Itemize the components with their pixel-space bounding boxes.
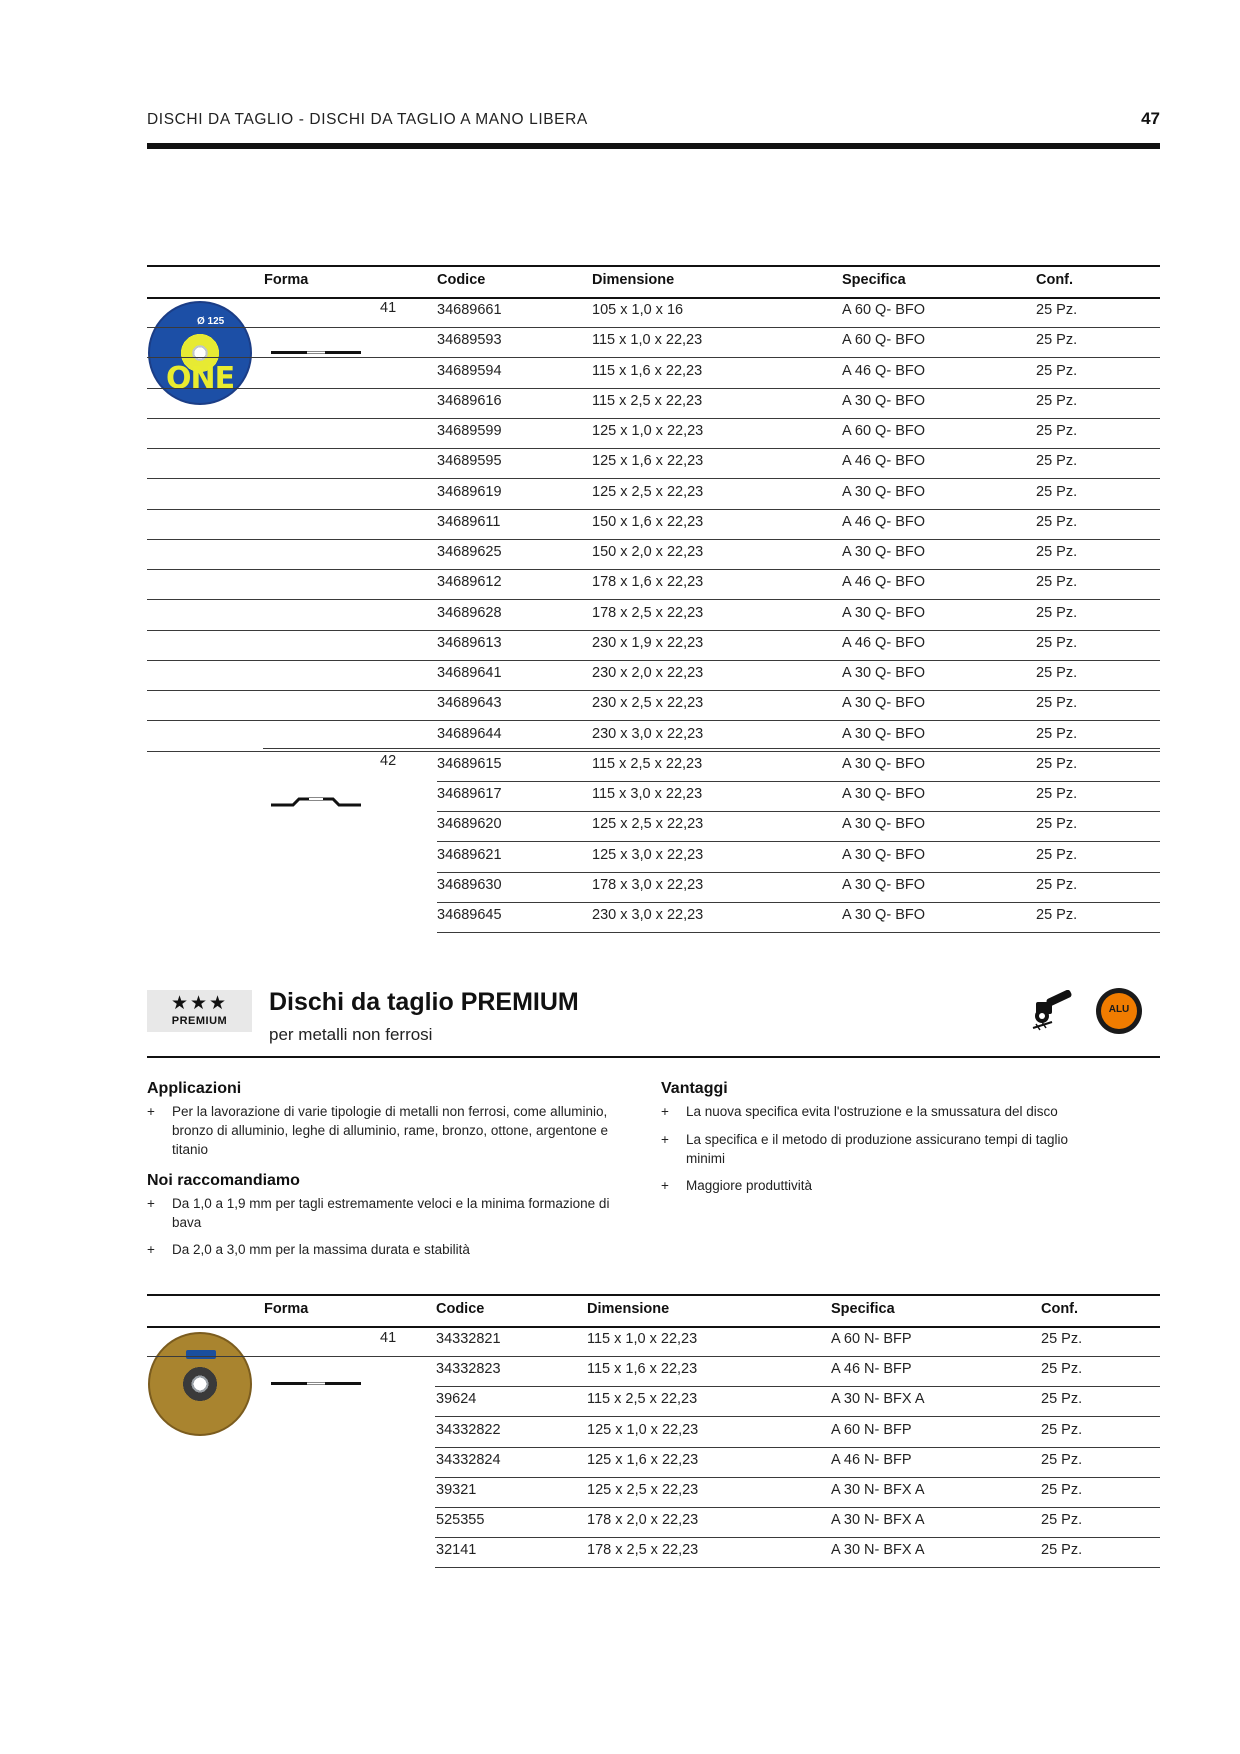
table-row xyxy=(147,600,1160,631)
cell-dimensione: 115 x 2,5 x 22,23 xyxy=(592,392,703,409)
cell-specifica: A 30 Q- BFO xyxy=(842,695,925,712)
cell-codice: 32141 xyxy=(436,1542,477,1559)
premium-badge xyxy=(147,990,252,1032)
cell-specifica: A 30 Q- BFO xyxy=(842,392,925,409)
cell-specifica: A 30 Q- BFO xyxy=(842,665,925,681)
bullet-plus: + xyxy=(661,1178,669,1193)
table-row xyxy=(147,690,1160,721)
cell-dimensione: 125 x 2,5 x 22,23 xyxy=(592,483,704,500)
cell-conf: 25 Pz. xyxy=(1036,574,1078,591)
bullet-plus: + xyxy=(661,1132,669,1147)
cell-specifica: A 60 N- BFP xyxy=(831,1421,912,1438)
cell-dimensione: 115 x 3,0 x 22,23 xyxy=(592,786,703,802)
table-row xyxy=(147,509,1160,540)
table-row xyxy=(435,1537,1160,1568)
cell-conf: 25 Pz. xyxy=(1041,1512,1083,1529)
cell-conf: 25 Pz. xyxy=(1036,544,1078,560)
table-row xyxy=(435,1447,1160,1478)
cell-codice: 34689616 xyxy=(437,392,502,409)
cell-codice: 34689645 xyxy=(437,907,502,923)
cell-specifica: A 46 Q- BFO xyxy=(842,574,925,591)
bullet-plus: + xyxy=(661,1104,669,1119)
product-table-one xyxy=(147,265,1160,929)
alu-material-icon xyxy=(1096,988,1142,1034)
table-row xyxy=(437,811,1160,842)
bullet-line: La specifica e il metodo di produzione assicurano tempi di taglio xyxy=(686,1132,1068,1147)
cell-specifica: A 30 N- BFX A xyxy=(831,1482,925,1498)
cell-codice: 34689625 xyxy=(437,544,502,560)
cell-codice: 34689644 xyxy=(437,725,502,742)
page-header-title: DISCHI DA TAGLIO - DISCHI DA TAGLIO A MANO LIBERA xyxy=(147,111,588,128)
cell-dimensione: 178 x 2,5 x 22,23 xyxy=(592,604,704,621)
col-specifica: Specifica xyxy=(831,1301,895,1317)
cell-dimensione: 125 x 1,6 x 22,23 xyxy=(587,1451,699,1468)
col-forma: Forma xyxy=(264,272,309,288)
cell-codice: 34689641 xyxy=(437,665,502,681)
cell-specifica: A 30 Q- BFO xyxy=(842,483,925,500)
noi-raccomandiamo-heading: Noi raccomandiamo xyxy=(147,1172,300,1189)
cell-dimensione: 230 x 3,0 x 22,23 xyxy=(592,725,704,742)
bullet-text xyxy=(686,1176,812,1195)
table-row xyxy=(437,751,1160,782)
flat-disc-profile-icon xyxy=(271,1380,361,1388)
cell-specifica: A 30 N- BFX A xyxy=(831,1542,925,1559)
section-title: Dischi da taglio PREMIUM xyxy=(269,988,579,1016)
table-row xyxy=(147,1326,1160,1357)
cell-conf: 25 Pz. xyxy=(1036,846,1078,863)
cell-conf: 25 Pz. xyxy=(1041,1542,1083,1559)
form-number-41: 41 xyxy=(380,1330,397,1346)
cell-dimensione: 150 x 1,6 x 22,23 xyxy=(592,513,704,530)
cell-specifica: A 30 N- BFX A xyxy=(831,1512,925,1529)
section-rule xyxy=(147,1056,1160,1058)
cell-conf: 25 Pz. xyxy=(1041,1391,1083,1408)
table-row xyxy=(147,388,1160,419)
cell-conf: 25 Pz. xyxy=(1036,725,1078,742)
cell-codice: 34689630 xyxy=(437,876,502,893)
cell-codice: 525355 xyxy=(436,1512,485,1529)
table-row xyxy=(435,1417,1160,1448)
table-row xyxy=(147,630,1160,661)
cell-dimensione: 230 x 2,0 x 22,23 xyxy=(592,665,704,681)
bullet-plus: + xyxy=(147,1104,155,1119)
vantaggi-item xyxy=(661,1176,1161,1195)
cell-dimensione: 150 x 2,0 x 22,23 xyxy=(592,544,704,560)
cell-specifica: A 30 N- BFX A xyxy=(831,1391,925,1408)
table-row xyxy=(147,297,1160,328)
bullet-line: Maggiore produttività xyxy=(686,1178,813,1193)
bullet-text xyxy=(686,1102,1058,1121)
cell-conf: 25 Pz. xyxy=(1041,1331,1083,1347)
col-conf: Conf. xyxy=(1041,1301,1079,1317)
bullet-text xyxy=(686,1130,1068,1168)
cell-conf: 25 Pz. xyxy=(1036,392,1078,409)
cell-conf: 25 Pz. xyxy=(1036,423,1078,439)
bullet-line: bronzo di alluminio, leghe di alluminio, rame, bronzo, ottone, argentone e xyxy=(172,1123,609,1138)
cell-codice: 34332821 xyxy=(436,1331,501,1347)
vantaggi-item xyxy=(661,1102,1161,1121)
cell-conf: 25 Pz. xyxy=(1041,1482,1083,1498)
cell-specifica: A 60 Q- BFO xyxy=(842,423,925,439)
form-number-42: 42 xyxy=(380,753,397,769)
cell-codice: 34689615 xyxy=(437,755,502,772)
cell-conf: 25 Pz. xyxy=(1036,302,1078,318)
cell-conf: 25 Pz. xyxy=(1036,513,1078,530)
table-row xyxy=(147,539,1160,570)
cell-codice: 34332822 xyxy=(436,1421,501,1438)
cell-conf: 25 Pz. xyxy=(1036,816,1078,833)
cell-specifica: A 30 Q- BFO xyxy=(842,755,925,772)
table-row xyxy=(147,418,1160,449)
bullet-text xyxy=(172,1102,608,1159)
cell-specifica: A 30 Q- BFO xyxy=(842,544,925,560)
cell-codice: 34689628 xyxy=(437,604,502,621)
cell-codice: 34689611 xyxy=(437,513,501,530)
cell-codice: 34689619 xyxy=(437,483,502,500)
bullet-line: Da 2,0 a 3,0 mm per la massima durata e stabilità xyxy=(172,1242,470,1257)
noi-item xyxy=(147,1240,647,1259)
cell-dimensione: 125 x 1,0 x 22,23 xyxy=(587,1421,699,1438)
premium-badge-label: PREMIUM xyxy=(171,1015,228,1027)
table-row xyxy=(147,448,1160,479)
cell-conf: 25 Pz. xyxy=(1036,755,1078,772)
cell-codice: 34332824 xyxy=(436,1451,501,1468)
cell-dimensione: 105 x 1,0 x 16 xyxy=(592,302,684,318)
cell-dimensione: 125 x 1,0 x 22,23 xyxy=(592,423,704,439)
cell-specifica: A 46 Q- BFO xyxy=(842,634,925,651)
col-conf: Conf. xyxy=(1036,272,1074,288)
cell-codice: 39321 xyxy=(436,1482,477,1498)
table-row xyxy=(147,358,1160,389)
form-number-41: 41 xyxy=(380,300,397,316)
table-row xyxy=(437,842,1160,873)
cell-dimensione: 178 x 2,0 x 22,23 xyxy=(587,1512,699,1529)
cell-codice: 34689621 xyxy=(437,846,502,863)
cell-specifica: A 30 Q- BFO xyxy=(842,725,925,742)
cell-codice: 34689661 xyxy=(437,302,502,318)
cell-conf: 25 Pz. xyxy=(1036,907,1078,923)
cell-specifica: A 60 N- BFP xyxy=(831,1331,912,1347)
section-subtitle: per metalli non ferrosi xyxy=(269,1025,433,1044)
cell-dimensione: 178 x 3,0 x 22,23 xyxy=(592,876,704,893)
cell-codice: 34689593 xyxy=(437,332,502,349)
cell-dimensione: 115 x 1,6 x 22,23 xyxy=(587,1361,698,1378)
cell-dimensione: 115 x 1,6 x 22,23 xyxy=(592,362,703,379)
col-forma: Forma xyxy=(264,1301,309,1317)
cell-conf: 25 Pz. xyxy=(1041,1451,1083,1468)
cell-conf: 25 Pz. xyxy=(1036,695,1078,712)
cell-codice: 34689643 xyxy=(437,695,502,712)
cell-dimensione: 230 x 1,9 x 22,23 xyxy=(592,634,704,651)
cell-dimensione: 230 x 2,5 x 22,23 xyxy=(592,695,704,712)
bullet-text xyxy=(172,1194,609,1232)
col-dimensione: Dimensione xyxy=(587,1301,670,1317)
premium-stars: ★★★ xyxy=(170,993,229,1014)
page-number: 47 xyxy=(1141,109,1160,128)
alu-label: ALU xyxy=(1108,1004,1130,1015)
cell-dimensione: 125 x 1,6 x 22,23 xyxy=(592,453,704,470)
product-table-two xyxy=(147,1294,1160,1569)
cell-specifica: A 30 Q- BFO xyxy=(842,907,925,923)
cell-codice: 34689612 xyxy=(437,574,502,591)
cell-specifica: A 46 Q- BFO xyxy=(842,513,925,530)
cell-conf: 25 Pz. xyxy=(1041,1421,1083,1438)
cell-dimensione: 125 x 2,5 x 22,23 xyxy=(587,1482,699,1498)
cell-specifica: A 46 Q- BFO xyxy=(842,362,925,379)
applicazioni-item xyxy=(147,1102,647,1159)
cell-conf: 25 Pz. xyxy=(1036,665,1078,681)
depressed-center-disc-profile-icon xyxy=(271,796,361,808)
table-row xyxy=(435,1386,1160,1417)
col-dimensione: Dimensione xyxy=(592,272,675,288)
noi-item xyxy=(147,1194,647,1232)
cell-conf: 25 Pz. xyxy=(1036,634,1078,651)
bullet-plus: + xyxy=(147,1196,155,1211)
cell-codice: 34332823 xyxy=(436,1361,501,1378)
cell-codice: 34689617 xyxy=(437,786,502,802)
cell-dimensione: 178 x 2,5 x 22,23 xyxy=(587,1542,699,1559)
cell-specifica: A 46 N- BFP xyxy=(831,1451,912,1468)
cell-dimensione: 125 x 2,5 x 22,23 xyxy=(592,816,704,833)
cell-codice: 34689620 xyxy=(437,816,502,833)
cell-codice: 34689594 xyxy=(437,362,502,379)
bullet-plus: + xyxy=(147,1242,155,1257)
cell-dimensione: 115 x 2,5 x 22,23 xyxy=(587,1391,698,1408)
cell-dimensione: 230 x 3,0 x 22,23 xyxy=(592,907,704,923)
cell-conf: 25 Pz. xyxy=(1041,1361,1083,1378)
bullet-line: La nuova specifica evita l'ostruzione e la smussatura del disco xyxy=(686,1104,1058,1119)
col-codice: Codice xyxy=(436,1301,485,1317)
applicazioni-heading: Applicazioni xyxy=(147,1080,242,1097)
cell-specifica: A 30 Q- BFO xyxy=(842,846,925,863)
cell-conf: 25 Pz. xyxy=(1036,332,1078,349)
cell-specifica: A 60 Q- BFO xyxy=(842,332,925,349)
table-row xyxy=(437,872,1160,903)
disc-brand-label: ONE xyxy=(166,361,235,396)
cell-conf: 25 Pz. xyxy=(1036,362,1078,379)
cell-dimensione: 115 x 2,5 x 22,23 xyxy=(592,755,703,772)
cell-specifica: A 30 Q- BFO xyxy=(842,604,925,621)
cell-dimensione: 178 x 1,6 x 22,23 xyxy=(592,574,704,591)
cell-codice: 39624 xyxy=(436,1391,477,1408)
cell-specifica: A 46 N- BFP xyxy=(831,1361,912,1378)
cell-conf: 25 Pz. xyxy=(1036,453,1078,470)
table-row xyxy=(147,327,1160,358)
bullet-line: Per la lavorazione di varie tipologie di metalli non ferrosi, come alluminio, xyxy=(172,1104,608,1119)
col-codice: Codice xyxy=(437,272,486,288)
table-row xyxy=(435,1477,1160,1508)
cell-dimensione: 115 x 1,0 x 22,23 xyxy=(587,1331,698,1347)
bullet-line: titanio xyxy=(172,1142,209,1157)
table-row xyxy=(147,569,1160,600)
vantaggi-heading: Vantaggi xyxy=(661,1080,728,1097)
angle-grinder-icon xyxy=(1030,990,1076,1032)
table-row xyxy=(437,781,1160,812)
cell-conf: 25 Pz. xyxy=(1036,876,1078,893)
table-row xyxy=(435,1356,1160,1387)
disc-diameter-label: Ø 125 xyxy=(197,316,225,327)
table-row xyxy=(147,660,1160,691)
vantaggi-item xyxy=(661,1130,1161,1168)
header-rule xyxy=(147,143,1160,149)
cell-dimensione: 125 x 3,0 x 22,23 xyxy=(592,846,704,863)
table-row xyxy=(147,479,1160,510)
cell-specifica: A 30 Q- BFO xyxy=(842,786,925,802)
cell-conf: 25 Pz. xyxy=(1036,786,1078,802)
cell-conf: 25 Pz. xyxy=(1036,604,1078,621)
bullet-line: Da 1,0 a 1,9 mm per tagli estremamente veloci e la minima formazione di xyxy=(172,1196,610,1211)
bullet-line: bava xyxy=(172,1215,202,1230)
table-row xyxy=(435,1507,1160,1538)
cell-codice: 34689595 xyxy=(437,453,502,470)
table-header xyxy=(147,265,1160,299)
bullet-line: minimi xyxy=(686,1151,725,1166)
cell-dimensione: 115 x 1,0 x 22,23 xyxy=(592,332,703,349)
table-row xyxy=(437,902,1160,933)
cell-specifica: A 60 Q- BFO xyxy=(842,302,925,318)
table-header xyxy=(147,1294,1160,1328)
table-row xyxy=(147,721,1160,752)
cell-codice: 34689613 xyxy=(437,634,502,651)
bullet-text xyxy=(172,1240,470,1259)
col-specifica: Specifica xyxy=(842,272,906,288)
cell-codice: 34689599 xyxy=(437,423,502,439)
cell-conf: 25 Pz. xyxy=(1036,483,1078,500)
cell-specifica: A 30 Q- BFO xyxy=(842,876,925,893)
cell-specifica: A 46 Q- BFO xyxy=(842,453,925,470)
cell-specifica: A 30 Q- BFO xyxy=(842,816,925,833)
